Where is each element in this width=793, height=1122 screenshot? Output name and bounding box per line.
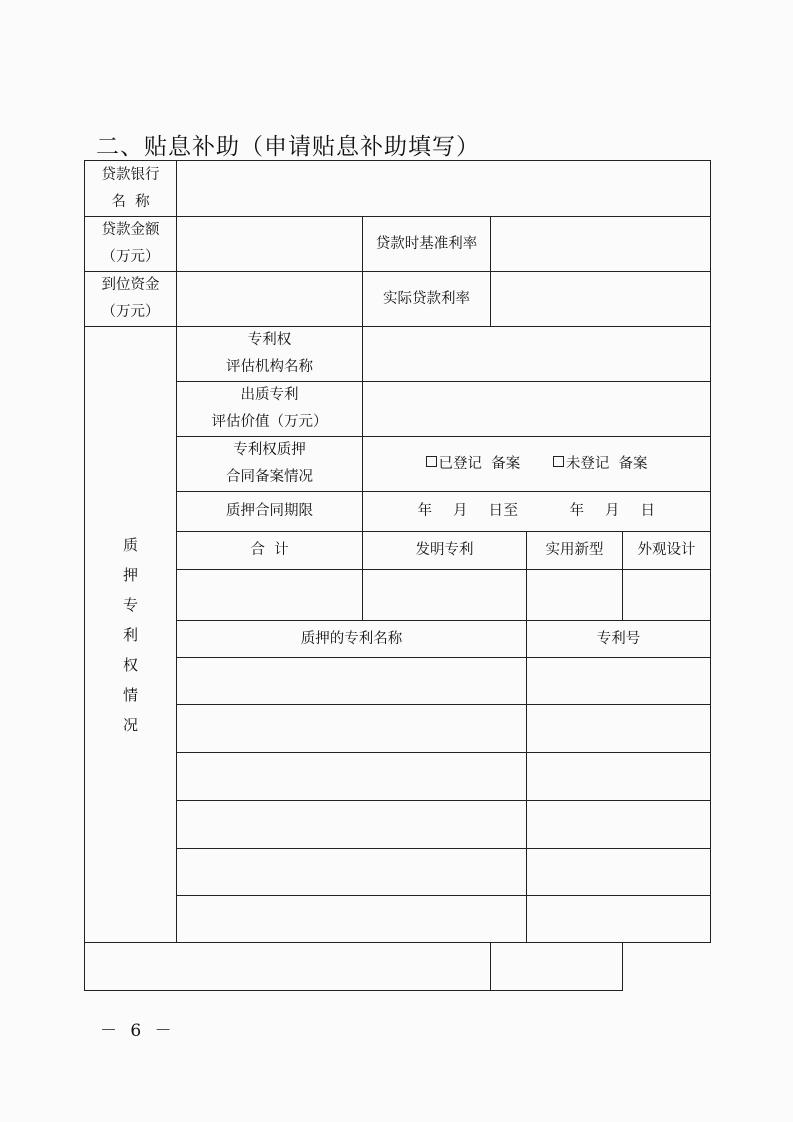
filing-status-label-line1: 专利权质押	[233, 442, 306, 458]
patent-name-cell[interactable]	[177, 705, 527, 753]
contract-term-label: 质押合同期限	[177, 492, 363, 532]
table-row	[85, 849, 711, 896]
table-row	[85, 658, 711, 705]
patent-section-label-text: 质押专利权情况	[122, 535, 138, 734]
total-header: 合 计	[177, 532, 363, 570]
eval-org-label	[177, 327, 363, 382]
contract-term-date-range: 年 月 日至 年 月 日	[417, 503, 656, 519]
table-row	[85, 753, 711, 801]
patent-number-cell[interactable]	[527, 658, 711, 705]
unregistered-checkbox-icon[interactable]	[553, 456, 564, 467]
patent-number-cell[interactable]	[491, 943, 623, 991]
design-count-field[interactable]	[623, 570, 711, 621]
filing-option-unregistered[interactable]	[553, 456, 648, 472]
base-rate-field[interactable]	[491, 217, 711, 272]
page-number: － 6 －	[100, 1021, 176, 1041]
actual-rate-field[interactable]	[491, 272, 711, 327]
patent-name-cell[interactable]	[177, 801, 527, 849]
filing-option-registered[interactable]	[426, 456, 521, 472]
table-row	[85, 705, 711, 753]
patent-section-label	[85, 327, 177, 943]
eval-org-label-line2: 评估机构名称	[226, 359, 313, 375]
patent-number-header: 专利号	[527, 621, 711, 658]
pledged-patent-name-header: 质押的专利名称	[177, 621, 527, 658]
patent-name-cell[interactable]	[177, 849, 527, 896]
eval-org-label-line1: 专利权	[247, 332, 292, 348]
contract-term-field[interactable]	[363, 492, 711, 532]
design-patent-header: 外观设计	[623, 532, 711, 570]
table-row	[85, 896, 711, 943]
section-title: 二、贴息补助（申请贴息补助填写）	[96, 134, 480, 160]
loan-bank-label-line1: 贷款银行	[101, 166, 160, 183]
funds-received-label-line2: （万元）	[101, 304, 160, 320]
pledged-value-field[interactable]	[363, 382, 711, 437]
funds-received-label	[85, 272, 177, 327]
patent-name-cell[interactable]	[177, 753, 527, 801]
patent-number-cell[interactable]	[527, 753, 711, 801]
utility-count-field[interactable]	[527, 570, 623, 621]
funds-received-label-line1: 到位资金	[101, 277, 160, 293]
patent-number-cell[interactable]	[527, 849, 711, 896]
registered-checkbox-icon[interactable]	[426, 456, 437, 467]
patent-number-cell[interactable]	[527, 896, 711, 943]
filing-status-label-line2: 合同备案情况	[226, 469, 313, 485]
pledged-value-label-line2: 评估价值（万元）	[211, 414, 328, 430]
invention-patent-header: 发明专利	[363, 532, 527, 570]
invention-count-field[interactable]	[363, 570, 527, 621]
loan-amount-field[interactable]	[177, 217, 363, 272]
filing-option-registered-label: 已登记 备案	[438, 455, 521, 472]
loan-amount-label	[85, 217, 177, 272]
loan-amount-label-line2: （万元）	[101, 249, 160, 265]
patent-number-cell[interactable]	[527, 705, 711, 753]
patent-number-cell[interactable]	[527, 801, 711, 849]
total-count-field[interactable]	[177, 570, 363, 621]
table-row	[85, 801, 711, 849]
loan-bank-label-line2: 名 称	[111, 193, 150, 210]
pledged-value-label	[177, 382, 363, 437]
funds-received-field[interactable]	[177, 272, 363, 327]
utility-model-header: 实用新型	[527, 532, 623, 570]
patent-name-cell[interactable]	[85, 943, 491, 991]
filing-status-label	[177, 437, 363, 492]
base-rate-label: 贷款时基准利率	[363, 217, 491, 272]
loan-bank-label	[85, 161, 177, 217]
patent-name-cell[interactable]	[177, 658, 527, 705]
pledged-value-label-line1: 出质专利	[240, 387, 299, 403]
subsidy-form-table	[84, 160, 711, 991]
loan-amount-label-line1: 贷款金额	[101, 222, 160, 238]
table-row	[85, 943, 711, 991]
filing-status-options	[363, 437, 711, 492]
eval-org-field[interactable]	[363, 327, 711, 382]
actual-rate-label: 实际贷款利率	[363, 272, 491, 327]
patent-name-cell[interactable]	[177, 896, 527, 943]
loan-bank-field[interactable]	[177, 161, 711, 217]
filing-option-unregistered-label: 未登记 备案	[565, 455, 648, 472]
